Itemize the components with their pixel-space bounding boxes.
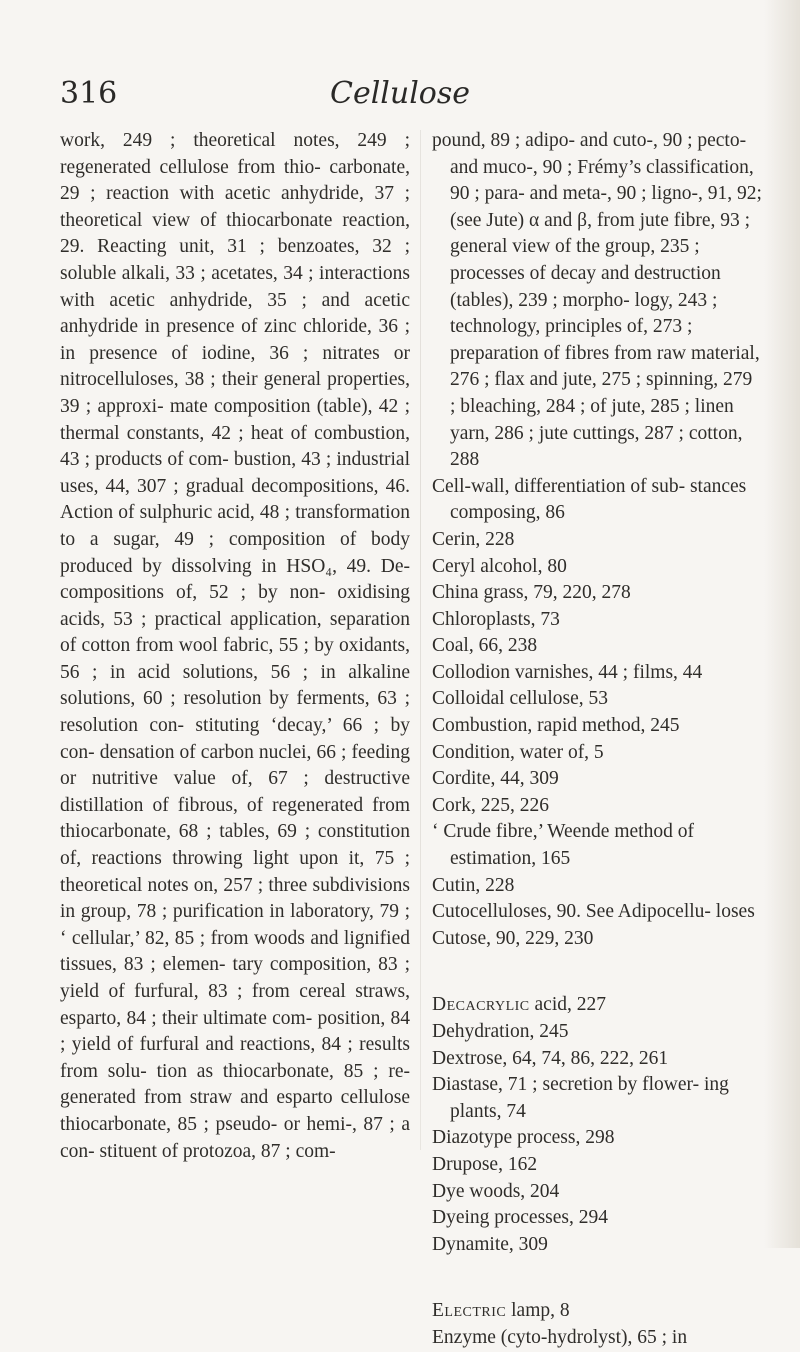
index-entry: Cerin, 228 — [432, 528, 515, 550]
index-entry-section-e — [432, 1298, 762, 1325]
section-head-word: Decacrylic — [432, 994, 530, 1016]
section-gap — [432, 952, 762, 992]
index-entry: Condition, water of, 5 — [432, 741, 604, 763]
index-entry: Dyeing processes, 294 — [432, 1207, 609, 1229]
index-column-left — [60, 128, 410, 1165]
index-entry: Cutose, 90, 229, 230 — [432, 927, 594, 949]
index-entry: Cutin, 228 — [432, 874, 515, 896]
index-entry: Dynamite, 309 — [432, 1233, 548, 1255]
page-number: 316 — [60, 76, 118, 111]
page-edge-shadow — [764, 0, 800, 1248]
index-column-right — [432, 128, 762, 1352]
index-entry: Cell-wall, differentiation of sub- stances composing, 86 — [432, 475, 747, 524]
index-entry: Diastase, 71 ; secretion by flower- ing plants, 74 — [432, 1074, 729, 1122]
section-head-word: Electric — [432, 1300, 507, 1322]
index-entry: pound, 89 ; adipo- and cuto-, 90 ; pecto- and muco-, 90 ; Frémy’s classification, 90 ; para- and meta-, 90 ; ligno-, 91, 92; (see Jute) α and β, from jute fibre, 93 ; general view of the group, 235 ; processes of decay and destruction (tables), 239 ; morpho- logy, 243 ; technology, principles of, 273 ; preparation of fibres from raw material, 276 ; flax and jute, 275 ; spinning, 279 ; bleaching, 284 ; of jute, 285 ; linen yarn, 286 ; jute cuttings, 287 ; cotton, 288 — [432, 130, 762, 471]
index-entry: China grass, 79, 220, 278 — [432, 582, 631, 604]
index-entry: Combustion, rapid method, 245 — [432, 715, 680, 737]
index-entry: Cutocelluloses, 90. See Adipocellu- loses — [432, 901, 755, 923]
index-entry: Enzyme (cyto-hydrolyst), 65 ; in — [432, 1326, 688, 1348]
index-entry: Dextrose, 64, 74, 86, 222, 261 — [432, 1047, 669, 1069]
index-entry: Drupose, 162 — [432, 1153, 538, 1175]
index-entry: Colloidal cellulose, 53 — [432, 688, 609, 710]
index-entry: Coal, 66, 238 — [432, 635, 538, 657]
index-entry-cellulose-continued: work, 249 ; theoretical notes, 249 ; regenerated cellulose from thio- carbonate, 29 ; reaction with acetic anhydride, 37 ; theoretical view of thiocarbonate reaction, 29. Reacting unit, 31 ; benzoates, 32 ; soluble alkali, 33 ; acetates, 34 ; interactions with acetic anhydride, 35 ; and acetic anhydride in presence of zinc chloride, 36 ; in presence of iodine, 36 ; nitrates or nitrocelluloses, 38 ; their general properties, 39 ; approxi- mate composition (table), 42 ; thermal constants, 42 ; heat of combustion, 43 ; products of com- bustion, 43 ; industrial uses, 44, 307 ; gradual decompositions, 46. Action of sulphuric acid, 48 ; transformation to a sugar, 49 ; composition of body produced by dissolving in HSO₄, 49. De- compositions of, 52 ; by non- oxidising acids, 53 ; practical application, separation of cotton from wool fabric, 55 ; by oxidants, 56 ; in acid solutions, 56 ; in alkaline solutions, 60 ; resolution by ferments, 63 ; resolution con- stituting ‘decay,’ 66 ; by con- densation of carbon nuclei, 66 ; feeding or nutritive value of, 67 ; destructive distillation of fibrous, of regenerated from thiocarbonate, 68 ; tables, 69 ; constitution of, reactions throwing light upon it, 75 ; theoretical notes on, 257 ; three subdivisions in group, 78 ; purification in laboratory, 79 ; ‘ cellular,’ 82, 85 ; from woods and lignified tissues, 83 ; elemen- tary composition, 83 ; yield of furfural, 83 ; from cereal straws, esparto, 84 ; their ultimate com- position, 84 ; yield of furfural and reactions, 84 ; results from solu- tion as thiocarbonate, 85 ; re- generated from straw and esparto cellulose thiocarbonate, 85 ; pseudo- or hemi-, 87 ; a con- stituent of protozoa, 87 ; com- — [60, 130, 410, 1162]
index-entry: Ceryl alcohol, 80 — [432, 555, 567, 577]
index-entry: Cork, 225, 226 — [432, 794, 549, 816]
section-head-rest: lamp, 8 — [506, 1300, 570, 1322]
section-head-rest: acid, 227 — [529, 994, 607, 1016]
index-entry: Diazotype process, 298 — [432, 1127, 615, 1149]
index-entry-section-d — [432, 992, 762, 1019]
index-entry: Collodion varnishes, 44 ; films, 44 — [432, 661, 703, 683]
index-entry: Cordite, 44, 309 — [432, 768, 559, 790]
index-entry: Dehydration, 245 — [432, 1021, 569, 1042]
index-entry: Chloroplasts, 73 — [432, 608, 560, 630]
column-divider — [420, 130, 421, 1150]
index-entry: Dye woods, 204 — [432, 1180, 560, 1202]
index-entry: ‘ Crude fibre,’ Weende method of estimation, 165 — [432, 821, 694, 870]
section-gap — [432, 1258, 762, 1298]
running-head: Cellulose — [329, 76, 471, 111]
